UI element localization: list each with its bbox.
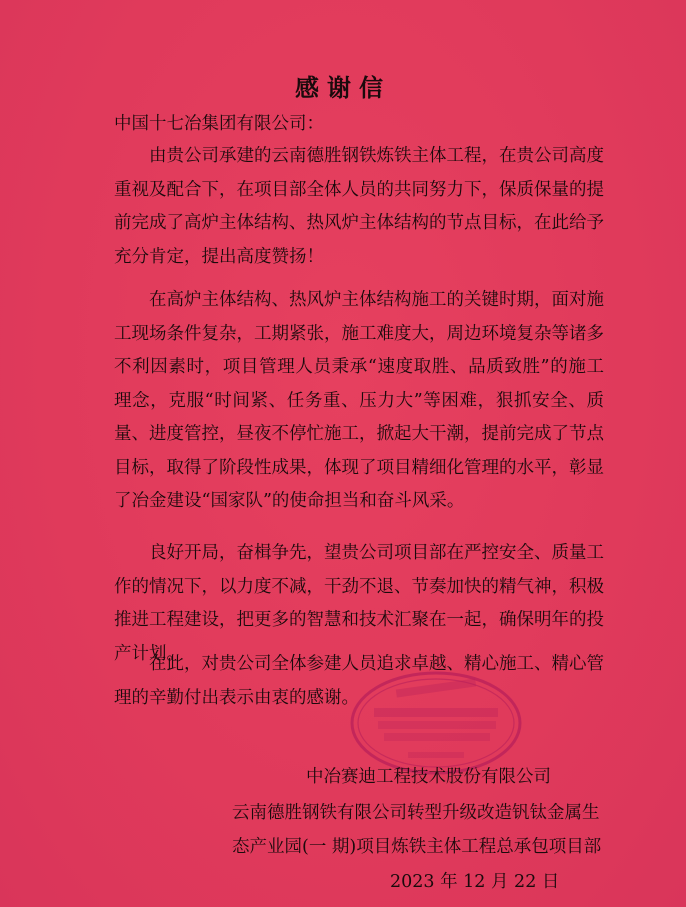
paragraph-2: 在高炉主体结构、热风炉主体结构施工的关键时期，面对施工现场条件复杂，工期紧张，施工难度大，周边环境复杂等诸多不利因素时，项目管理人员秉承“速度取胜、品质致胜”的施工理念，克服“时间紧、任务重、压力大”等困难，狠抓安全、质量、进度管控，昼夜不停忙施工，掀起大干潮，提前完成了节点目标，取得了阶段性成果，体现了项目精细化管理的水平，彰显了冶金建设“国家队”的使命担当和奋斗风采。 <box>114 290 604 511</box>
letter-title: 感谢信 <box>295 73 391 102</box>
signature-company: 中冶赛迪工程技术股份有限公司 <box>306 767 551 787</box>
signature-date: 2023 年 12 月 22 日 <box>390 872 560 892</box>
signature-project-line-1: 云南德胜钢铁有限公司转型升级改造钒钛金属生 <box>232 803 600 823</box>
signature-project-line-2: 态产业园(一 期)项目炼铁主体工程总承包项目部 <box>232 837 602 857</box>
paragraph-3: 良好开局，奋楫争先，望贵公司项目部在严控安全、质量工作的情况下，以力度不减，干劲不退、节奏加快的精气神，积极推进工程建设，把更多的智慧和技术汇聚在一起，确保明年的投产计划。 <box>114 543 604 664</box>
paragraph-4: 在此，对贵公司全体参建人员追求卓越、精心施工、精心管理的辛勤付出表示由衷的感谢。 <box>114 654 604 708</box>
letter-salutation: 中国十七冶集团有限公司： <box>114 114 324 134</box>
paragraph-1: 由贵公司承建的云南德胜钢铁炼铁主体工程，在贵公司高度重视及配合下，在项目部全体人员的共同努力下，保质保量的提前完成了高炉主体结构、热风炉主体结构的节点目标，在此给予充分肯定，提出高度赞扬！ <box>114 146 604 267</box>
